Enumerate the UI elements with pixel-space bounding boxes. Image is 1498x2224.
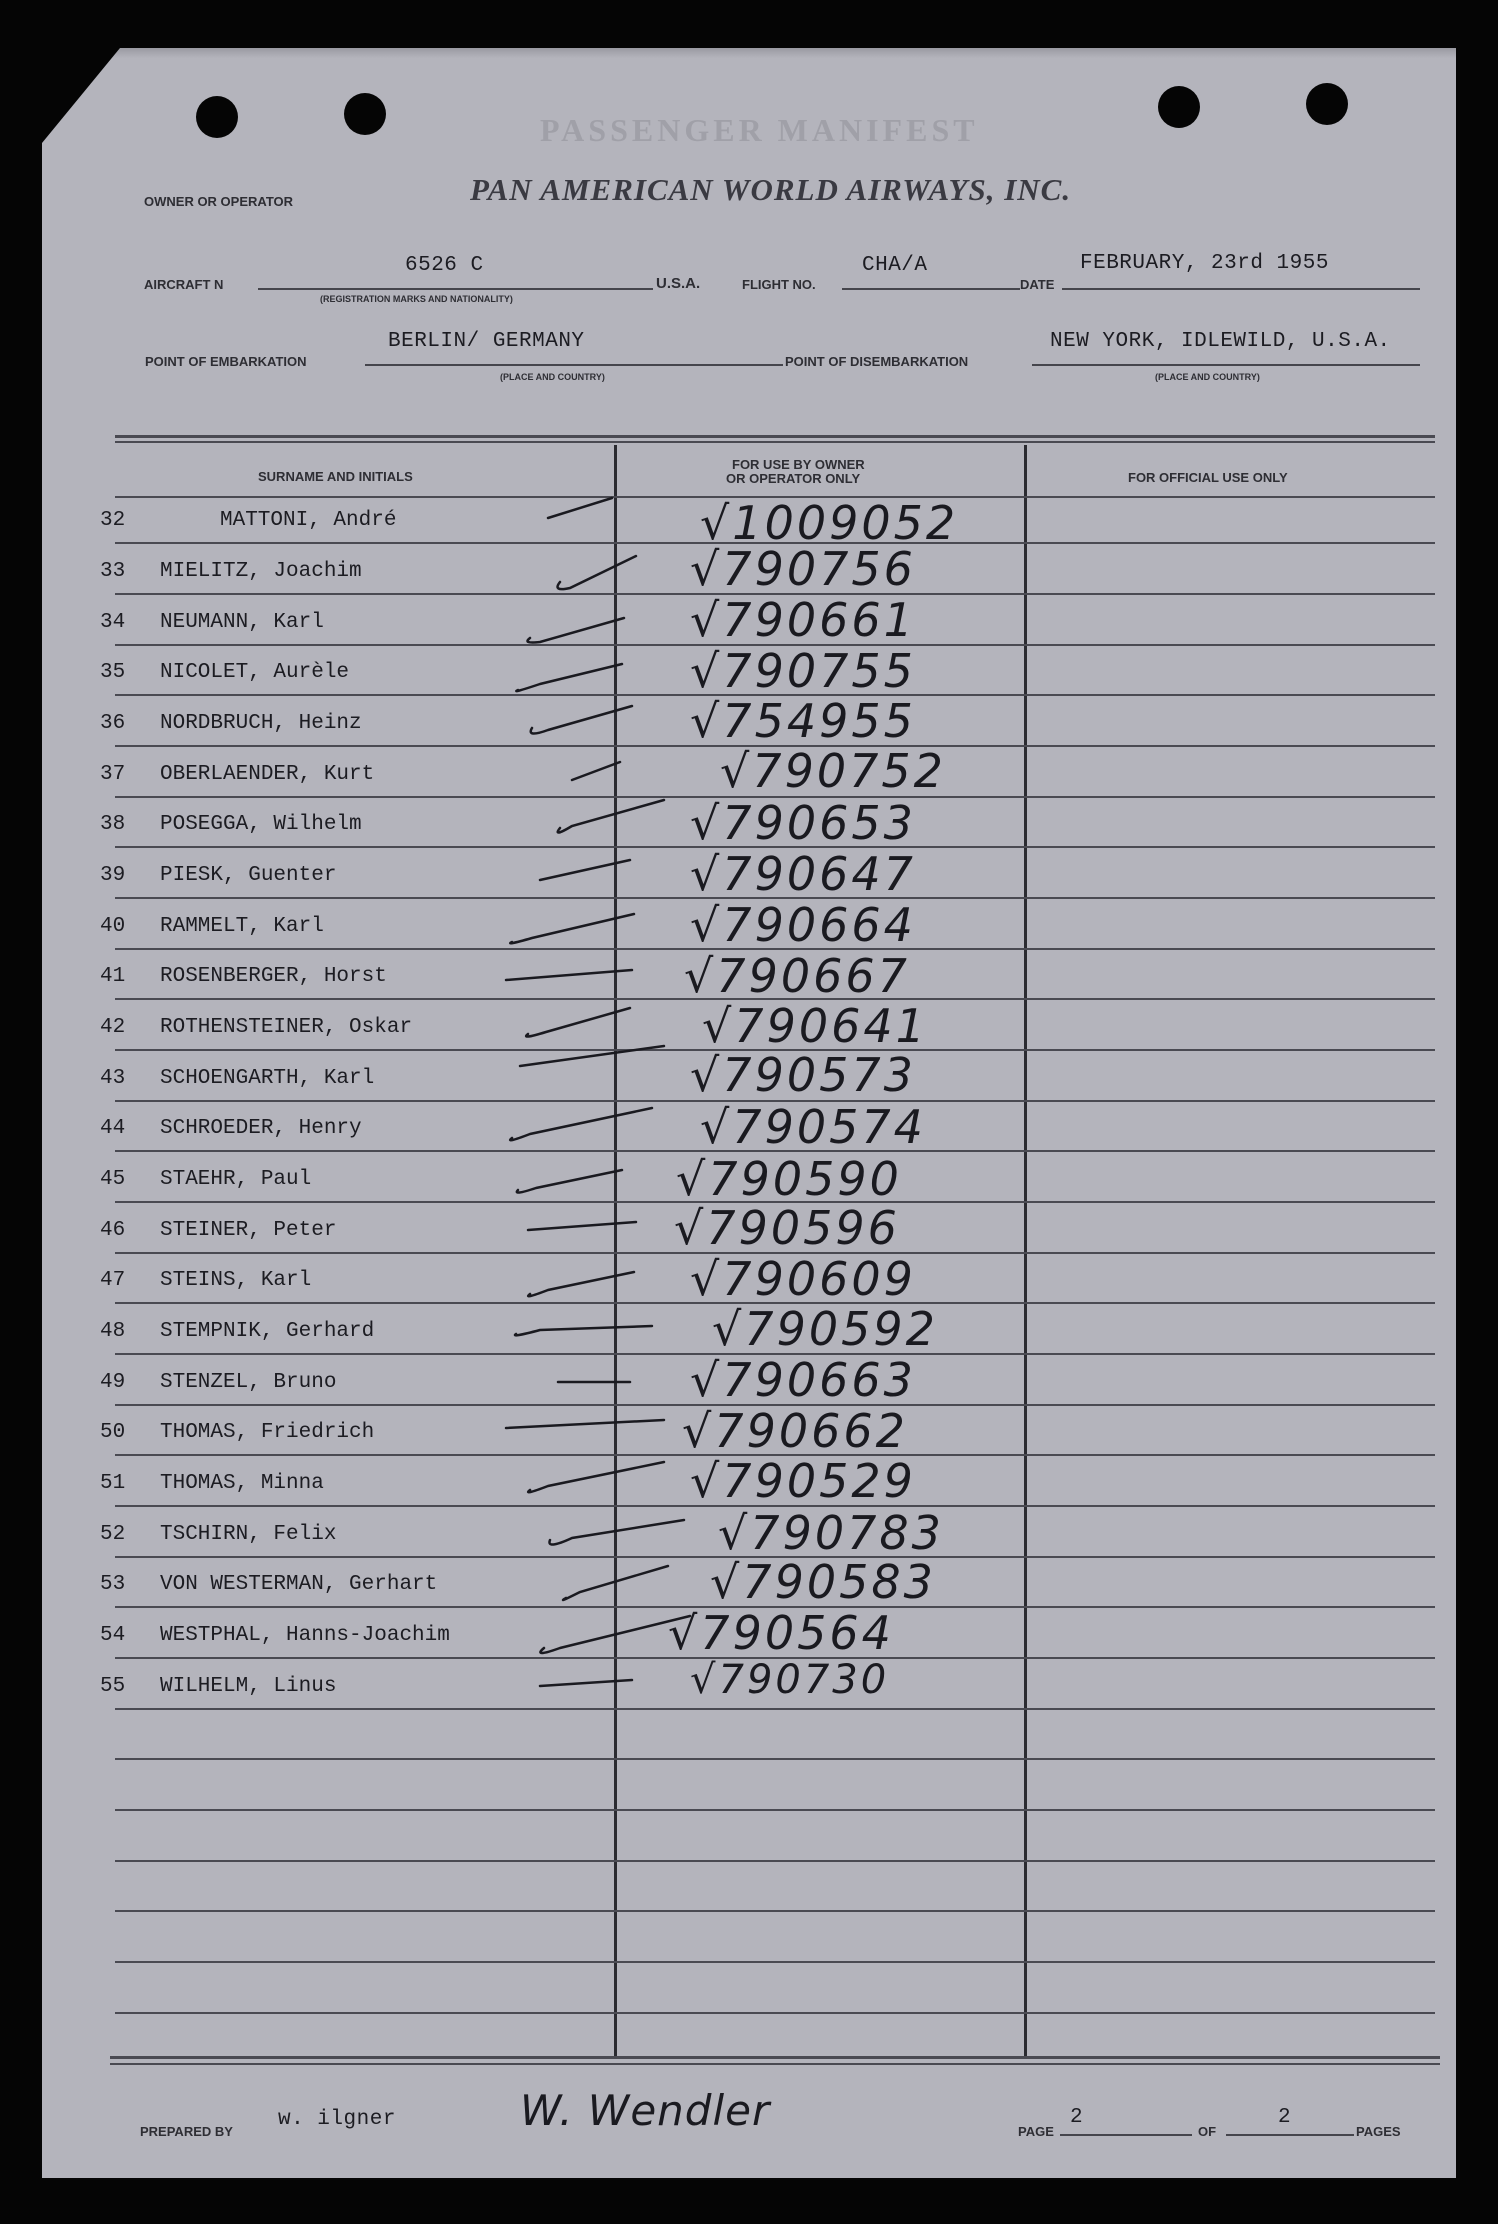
ticket-code: √790730 (690, 1657, 890, 1703)
row-number: 52 (100, 1523, 126, 1546)
official-header: FOR OFFICIAL USE ONLY (1128, 470, 1288, 485)
owner-logo: PAN AMERICAN WORLD AIRWAYS, INC. (470, 172, 1072, 207)
row-number: 34 (100, 611, 126, 634)
flight-value: CHA/A (862, 254, 928, 277)
passenger-name: VON WESTERMAN, Gerhart (160, 1573, 438, 1596)
page-label: PAGE (1018, 2124, 1054, 2139)
passenger-name: STEMPNIK, Gerhard (160, 1320, 375, 1343)
row-number: 50 (100, 1421, 126, 1444)
row-number: 38 (100, 813, 126, 836)
passenger-name: STEINER, Peter (160, 1219, 337, 1242)
total-underline (1226, 2134, 1354, 2136)
passenger-name: MIELITZ, Joachim (160, 560, 362, 583)
operator-header-line1: FOR USE BY OWNER (732, 457, 865, 472)
nationality-value: U.S.A. (656, 275, 701, 292)
disembark-caption: (PLACE AND COUNTRY) (1155, 372, 1260, 382)
ticket-code: √790661 (690, 593, 916, 647)
passenger-name: STENZEL, Bruno (160, 1371, 337, 1394)
passenger-name: ROSENBERGER, Horst (160, 965, 387, 988)
aircraft-label: AIRCRAFT N (144, 277, 224, 292)
flight-label: FLIGHT NO. (742, 277, 816, 292)
passenger-name: THOMAS, Friedrich (160, 1421, 375, 1444)
owner-label: OWNER OR OPERATOR (144, 194, 294, 209)
tick-mark (515, 1326, 652, 1335)
ticket-code: √790609 (690, 1252, 916, 1306)
ticket-code: √790596 (674, 1201, 900, 1255)
tick-mark (572, 762, 620, 780)
disembark-value: NEW YORK, IDLEWILD, U.S.A. (1050, 330, 1391, 353)
tick-mark (549, 1520, 684, 1545)
tick-mark (563, 1566, 668, 1600)
ticket-code: √790664 (690, 898, 916, 952)
tick-mark (528, 1222, 636, 1230)
row-number: 49 (100, 1371, 126, 1394)
ticket-code: √790752 (720, 744, 946, 798)
tick-mark (510, 1108, 652, 1140)
passenger-name: STEINS, Karl (160, 1269, 312, 1292)
row-number: 33 (100, 560, 126, 583)
embark-value: BERLIN/ GERMANY (388, 330, 585, 353)
ticket-code: √790583 (710, 1555, 936, 1609)
tick-mark (526, 1008, 630, 1037)
row-number: 51 (100, 1472, 126, 1495)
row-number: 47 (100, 1269, 126, 1292)
row-number: 36 (100, 712, 126, 735)
row-number: 45 (100, 1168, 126, 1191)
ticket-code: √790653 (690, 796, 916, 850)
ticket-code: √790590 (676, 1152, 902, 1206)
ticket-code: √790573 (690, 1048, 916, 1102)
embark-caption: (PLACE AND COUNTRY) (500, 372, 605, 382)
row-number: 42 (100, 1016, 126, 1039)
row-number: 43 (100, 1067, 126, 1090)
passenger-name: TSCHIRN, Felix (160, 1523, 337, 1546)
passenger-name: POSEGGA, Wilhelm (160, 813, 362, 836)
ticket-code: √1009052 (700, 496, 959, 550)
row-number: 37 (100, 763, 126, 786)
row-number: 39 (100, 864, 126, 887)
row-number: 53 (100, 1573, 126, 1596)
passenger-name: NEUMANN, Karl (160, 611, 324, 634)
passenger-name: WESTPHAL, Hanns-Joachim (160, 1624, 450, 1647)
tick-mark (516, 664, 622, 691)
tick-mark (540, 860, 630, 880)
prepared-by-value: w. ilgner (278, 2108, 396, 2131)
date-value: FEBRUARY, 23rd 1955 (1080, 252, 1329, 275)
ticket-code: √790783 (718, 1506, 944, 1560)
tick-mark (506, 970, 632, 980)
row-number: 48 (100, 1320, 126, 1343)
pages-label: PAGES (1356, 2124, 1401, 2139)
passenger-name: MATTONI, André (220, 509, 397, 532)
tick-mark (528, 618, 624, 643)
aircraft-value: 6526 C (405, 254, 484, 277)
ticket-code: √790592 (712, 1302, 938, 1356)
pages-total: 2 (1278, 2106, 1292, 2129)
ticket-code: √790667 (684, 949, 910, 1003)
operator-header-line2: OR OPERATOR ONLY (726, 471, 861, 486)
page-number: 2 (1070, 2106, 1084, 2129)
tick-mark (558, 800, 664, 833)
faded-title: PASSENGER MANIFEST (540, 112, 979, 148)
passenger-name: STAEHR, Paul (160, 1168, 312, 1191)
row-number: 44 (100, 1117, 126, 1140)
passenger-name: PIESK, Guenter (160, 864, 337, 887)
row-number: 40 (100, 915, 126, 938)
passenger-name: THOMAS, Minna (160, 1472, 324, 1495)
page-underline (1060, 2134, 1192, 2136)
tick-mark (517, 1170, 622, 1193)
ticket-code: √790564 (668, 1606, 894, 1660)
ticket-code: √790641 (702, 999, 928, 1053)
date-label: DATE (1020, 277, 1055, 292)
registration-caption: (REGISTRATION MARKS AND NATIONALITY) (320, 294, 513, 304)
ticket-code: √790756 (690, 542, 916, 596)
row-number: 35 (100, 661, 126, 684)
row-number: 55 (100, 1675, 126, 1698)
row-number: 41 (100, 965, 126, 988)
embark-label: POINT OF EMBARKATION (145, 354, 307, 369)
row-number: 46 (100, 1219, 126, 1242)
ticket-code: √790647 (690, 847, 916, 901)
ticket-code: √790663 (690, 1353, 916, 1407)
row-number: 54 (100, 1624, 126, 1647)
prepared-by-label: PREPARED BY (140, 2124, 233, 2139)
tick-mark (531, 706, 632, 734)
row-number: 32 (100, 509, 126, 532)
passenger-name: NICOLET, Aurèle (160, 661, 350, 684)
tick-mark (528, 1462, 664, 1492)
passenger-name: SCHROEDER, Henry (160, 1117, 362, 1140)
tick-mark (520, 1046, 664, 1066)
of-label: OF (1198, 2124, 1217, 2139)
tick-mark (558, 556, 636, 589)
ticket-code: √790574 (700, 1100, 926, 1154)
signature: W. Wendler (520, 2086, 771, 2135)
passenger-name: RAMMELT, Karl (160, 915, 324, 938)
passenger-name: OBERLAENDER, Kurt (160, 763, 375, 786)
tick-mark (540, 1680, 632, 1686)
tick-mark (510, 914, 634, 943)
tick-mark (528, 1272, 634, 1296)
tick-mark (506, 1420, 664, 1428)
ticket-code: √790529 (690, 1454, 916, 1508)
passenger-name: ROTHENSTEINER, Oskar (160, 1016, 413, 1039)
passenger-name: WILHELM, Linus (160, 1675, 337, 1698)
ticket-code: √790755 (690, 644, 916, 698)
surname-header: SURNAME AND INITIALS (258, 469, 413, 484)
ticket-code: √754955 (690, 694, 916, 748)
disembark-label: POINT OF DISEMBARKATION (785, 354, 969, 369)
passenger-name: NORDBRUCH, Heinz (160, 712, 362, 735)
ticket-code: √790662 (682, 1404, 908, 1458)
tick-mark (548, 498, 612, 518)
passenger-name: SCHOENGARTH, Karl (160, 1067, 375, 1090)
